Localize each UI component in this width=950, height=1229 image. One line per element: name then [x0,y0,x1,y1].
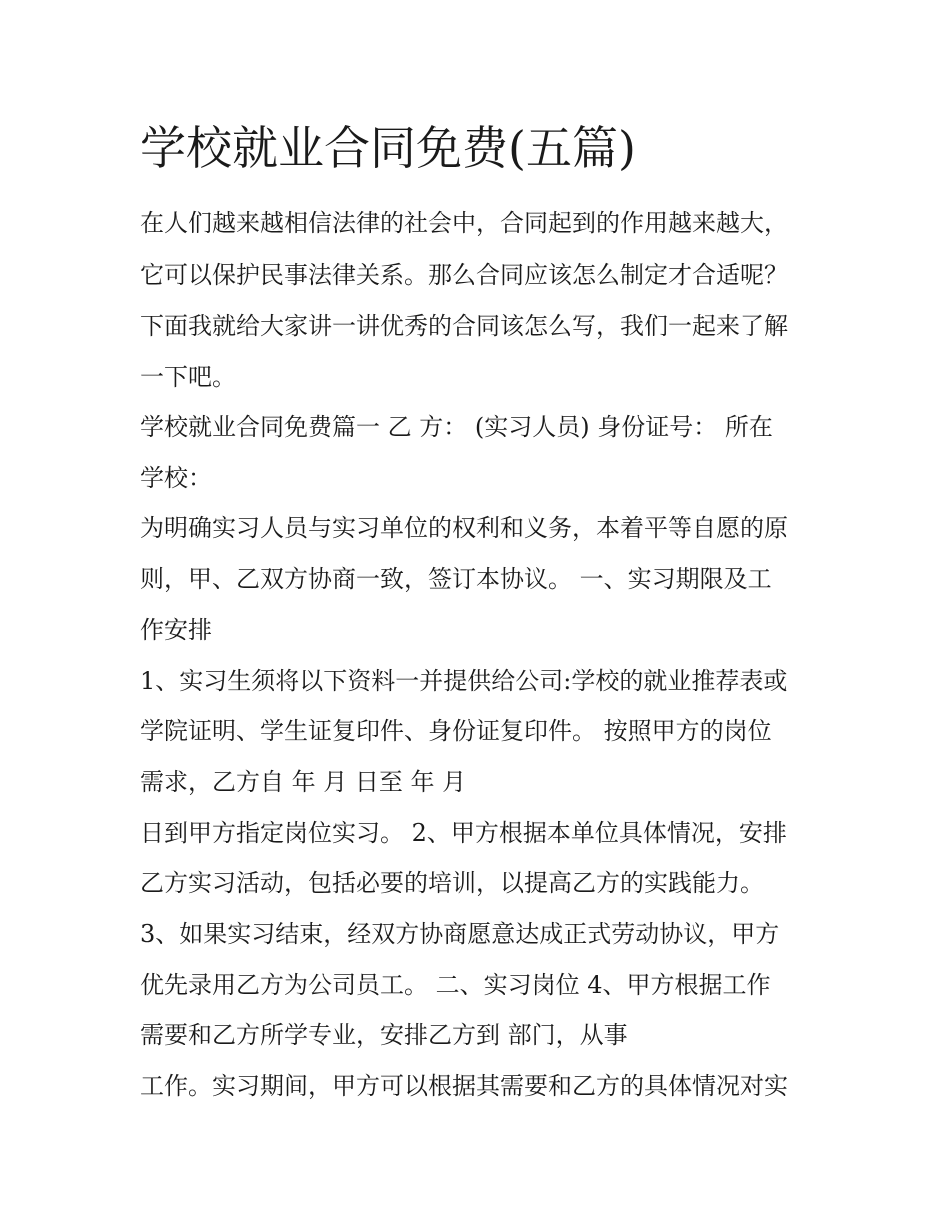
body-line: 日到甲方指定岗位实习。 2、甲方根据本单位具体情况，安排 [140,819,787,847]
body-line: 1、实习生须将以下资料一并提供给公司:学校的就业推荐表或 [140,667,788,695]
body-line: 为明确实习人员与实习单位的权利和义务，本着平等自愿的原 [140,514,788,542]
body-line: 下面我就给大家讲一讲优秀的合同该怎么写，我们一起来了解 [140,312,788,340]
body-line: 学院证明、学生证复印件、身份证复印件。 按照甲方的岗位 [140,717,772,745]
body-line: 3、如果实习结束，经双方协商愿意达成正式劳动协议，甲方 [140,920,780,948]
document-title: 学校就业合同免费(五篇) [140,121,636,175]
body-line: 乙方实习活动，包括必要的培训，以提高乙方的实践能力。 [140,869,764,897]
body-line: 需求，乙方自 年 月 日至 年 月 [140,768,467,796]
body-line: 工作。实习期间，甲方可以根据其需要和乙方的具体情况对实 [140,1072,788,1100]
body-line: 则，甲、乙双方协商一致，签订本协议。 一、实习期限及工 [140,565,772,593]
body-line: 作安排 [140,616,212,644]
body-line: 学校就业合同免费篇一 乙 方： (实习人员) 身份证号： 所在 [140,413,773,441]
body-line: 优先录用乙方为公司员工。 二、实习岗位 4、甲方根据工作 [140,971,771,999]
body-line: 学校： [140,464,212,492]
body-line: 它可以保护民事法律关系。那么合同应该怎么制定才合适呢？ [140,261,788,289]
body-line: 一下吧。 [140,363,236,391]
body-line: 在人们越来越相信法律的社会中，合同起到的作用越来越大， [140,209,788,237]
body-line: 需要和乙方所学专业，安排乙方到 部门，从事 [140,1021,628,1049]
